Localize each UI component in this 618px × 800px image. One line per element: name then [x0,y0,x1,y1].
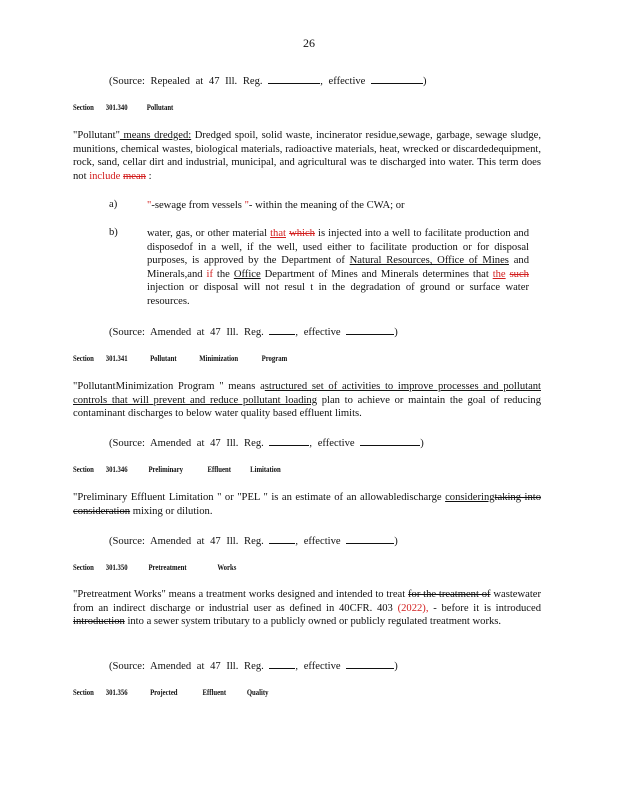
source-note-amended-1: (Source: Amended at 47 Ill. Reg. , effective ) [109,324,398,340]
item-b-text: water, gas, or other material that which is injected into a well to facilitate production and disposedof in a well, if the well, used either to facilitate production or for disposal purposes, is approved by the Department of Natural Resources, Office of Mines and Minerals,and if the Office Department of Mines and Minerals determines that the such injection or disposal will not resul t in the degradation of ground or surface water resources. [147,228,530,307]
blank-reg [269,435,309,446]
section-heading-301-340: Section 301.340 Pollutant [73,103,174,112]
source-note-amended-3: (Source: Amended at 47 Ill. Reg. , effective ) [109,533,398,549]
source-note-amended-2: (Source: Amended at 47 Ill. Reg. , effective ) [109,435,424,451]
item-a-text: "-sewage from vessels "- within the meaning of the CWA; or [147,200,405,211]
blank-effective [346,324,394,335]
page-number: 26 [303,36,315,50]
item-a-letter: a) [109,199,118,210]
blank-effective [371,73,423,84]
section-heading-301-346: Section 301.346 Preliminary Effluent Limitation [73,465,281,474]
blank-reg [268,73,320,84]
definition-preliminary-effluent-limitation: "Preliminary Effluent Limitation " or "PEL " is an estimate of an allowabledischarge consideringtaking into consideration mixing or dilution. [73,492,542,517]
definition-pollutant-minimization-program: "PollutantMinimization Program " means astructured set of activities to improve processes and pollutant controls that will prevent and reduce pollutant loading plan to achieve or maintain the goal of reducing contaminant discharges to below water quality based effluent limits. [73,381,542,420]
blank-effective [346,658,394,669]
blank-reg [269,324,295,335]
source-note-amended-4: (Source: Amended at 47 Ill. Reg. , effective ) [109,658,398,674]
section-heading-301-350: Section 301.350 Pretreatment Works [73,563,237,572]
definition-pollutant: "Pollutant" means dredged: Dredged spoil, solid waste, incinerator residue,sewage, garbage, sewage sludge, munitions, chemical wastes, biological materials, radioactive materials, heat, wrecked or discardedequipment, rock, sand, cellar dirt and industrial, municipal, and agricultural was te discharged into water. This term does not include mean : [73,130,541,182]
blank-reg [269,533,295,544]
source-note-repealed: (Source: Repealed at 47 Ill. Reg. , effective ) [109,73,427,89]
section-heading-301-341: Section 301.341 Pollutant Minimization Program [73,354,288,363]
blank-effective [360,435,420,446]
definition-pretreatment-works: "Pretreatment Works" means a treatment works designed and intended to treat for the treatment of wastewater from an indirect discharge or industrial user as defined in 40CFR. 403 (2022), - before it is introduced introduction into a sewer system tributary to a publicly owned or publicly regulated treatment works. [73,589,541,628]
section-heading-301-356: Section 301.356 Projected Effluent Quality [73,688,269,697]
item-b-letter: b) [109,227,118,238]
blank-effective [346,533,394,544]
blank-reg [269,658,295,669]
